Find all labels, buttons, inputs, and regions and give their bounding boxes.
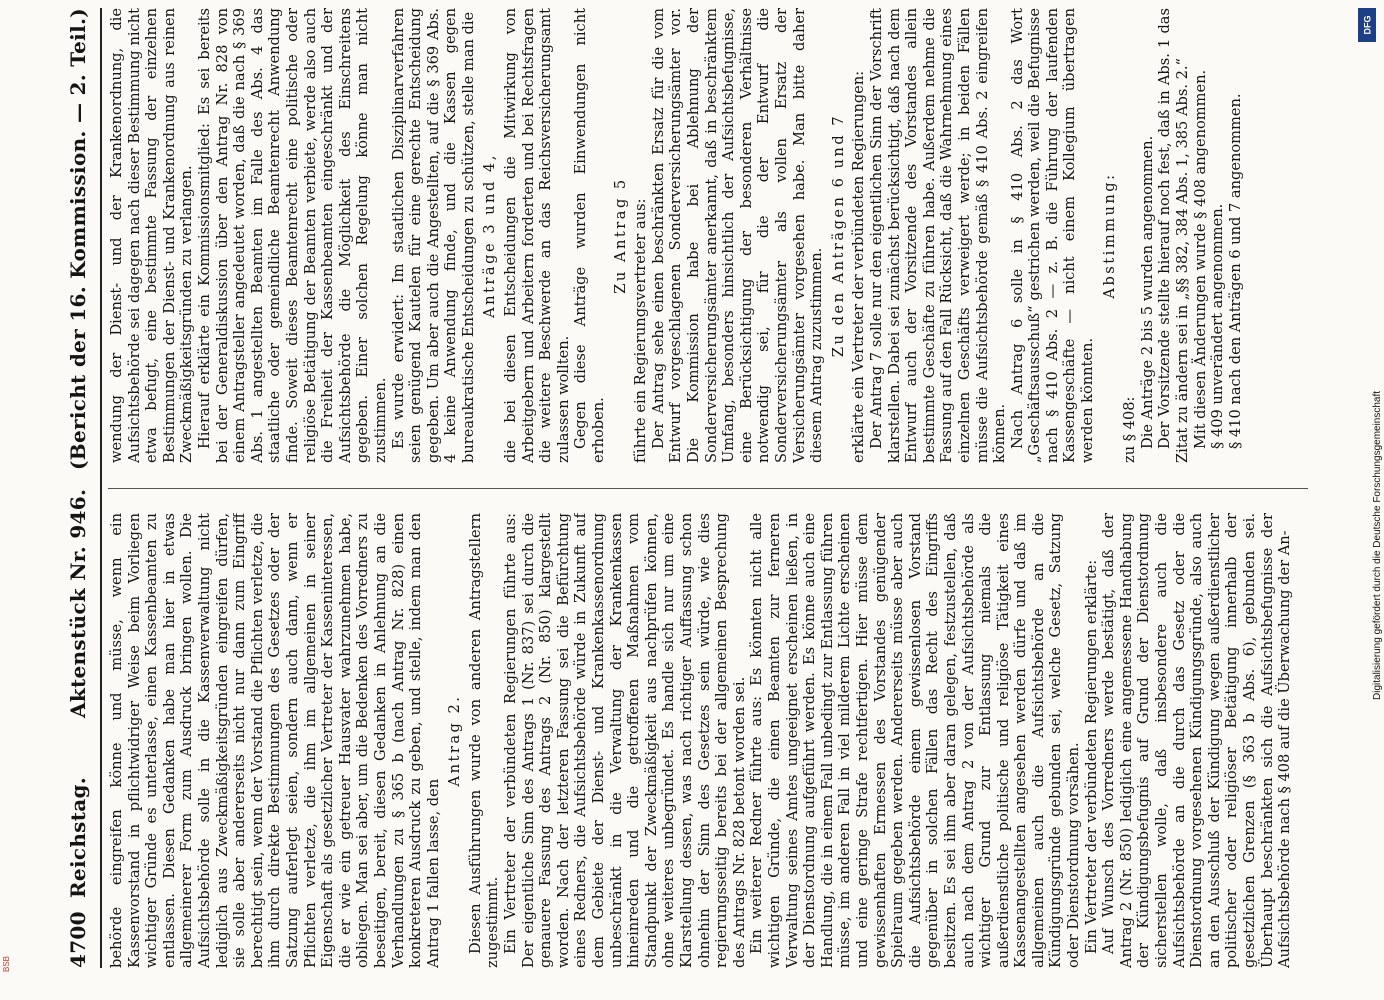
paragraph: Ein weiterer Redner führte aus: Es könnten nicht alle wichtigen Gründe, die einen Beamten zur ferneren Verwaltung seines Amtes ungeeignet erscheinen ließen, in der Dienstordnung aufgeführt werden. Es könne auch eine Handlung, die in einem Fall unbedingt zur Entlassung führen müsse, im anderen Fall in viel milderem Lichte erscheinen und eine geringe Strafe rechtfertigen. Hier müsse dem gewissenhaften Ermessen des Vorstandes genügender Spielraum gegeben werden. Andererseits müsse aber auch die Aufsichtsbehörde einem gewissenlosen Vorstand gegenüber in solchen Fällen das Recht des Eingriffs besitzen. Es sei ihm aber daran gelegen, festzustellen, daß auch nach dem Antrag 2 von der Aufsichtsbehörde als wichtiger Grund zur Entlassung niemals die außerdienstliche politische und religiöse Tätigkeit eines Kassenangestellten angesehen werden dürfe und daß im allgemeinen auch die Aufsichtsbehörde an die Kündigungsgründe gebunden sei, welche Gesetz, Satzung oder Dienstordnung vorsähen.	[748, 513, 1083, 968]
paragraph: Der Antrag 7 solle nur den eigentlichen Sinn der Vorschrift klarstellen. Dabei sei zunächst berücksichtigt, daß nach dem Entwurf auch der Vorsitzende des Vorstandes allein bestimmte Geschäfte zu führen habe. Außerdem nehme die Fassung auf den Fall Rücksicht, daß die Wahrnehmung eines einzelnen Geschäfts verweigert werde; in beiden Fällen müsse die Aufsichtsbehörde gemäß § 410 Abs. 2 eingreifen können.	[867, 8, 1009, 463]
header-right: (Bericht der 16. Kommission. — 2. Teil.)	[66, 8, 90, 470]
header-left: Reichstag.	[66, 776, 90, 898]
paragraph: erklärte ein Vertreter der verbündeten Regierungen:	[850, 70, 868, 463]
paragraph: behörde eingreifen könne und müsse, wenn ein Kassenvorstand in pflichtwidriger Weise beim Vorliegen wichtiger Gründe es unterlasse, einen Kassenbeamten zu entlassen. Diesen Gedanken habe man hier in etwas allgemeinerer Form zum Ausdruck bringen wollen. Die Aufsichtsbehörde solle in die Kassenverwaltung nicht lediglich aus Zweckmäßigkeitsgründen eingreifen dürfen, sie solle aber andererseits nicht nur dann zum Eingriff berechtigt sein, wenn der Vorstand die Pflichten verletze, die ihm durch direkte Bestimmungen des Gesetzes oder der Satzung auferlegt seien, sondern auch dann, wenn er Pflichten verletze, die ihm im allgemeinen in seiner Eigenschaft als gesetzlicher Vertreter der Kasseninteressen, die er wie ein getreuer Hausvater wahrzunehmen habe, obliegen. Man sei aber, um die Bedenken des Vorredners zu beseitigen, bereit, diesen Gedanken in Anlehnung an die Verhandlungen zu § 365 b (nach Antrag Nr. 828) einen konkreteren Ausdruck zu geben, und stelle, indem man den Antrag 1 fallen lasse, den	[108, 513, 442, 968]
digitization-credit: Digitalisierung gefördert durch die Deutsche Forschungsgemeinschaft	[1372, 390, 1383, 700]
page-number: 4700	[66, 911, 90, 968]
paragraph: Nach Antrag 6 solle in § 410 Abs. 2 das Wort „Geschäftsausschuß“ gestrichen werden, weil die Befugnisse nach § 410 Abs. 2 — z. B. die Führung der laufenden Kassengeschäfte — nicht einem Kollegium übertragen werden könnten.	[1008, 8, 1097, 463]
paragraph: Ein Vertreter der verbündeten Regierungen führte aus: Der eigentliche Sinn des Antrags 1 (Nr. 837) sei durch die genauere Fassung des Antrags 2 (Nr. 850) klargestellt worden. Nach der letzteren Fassung sei die Befürchtung eines Redners, die Aufsichtsbehörde würde in Zukunft auf dem Gebiete der Dienst- und Krankenkassenordnung unbeschränkt in die Verwaltung der Krankenkassen hineinreden und die getroffenen Maßnahmen vom Standpunkt der Zweckmäßigkeit aus nachprüfen können, ohne weiteres unbegründet. Es handle sich nur um eine Klarstellung dessen, was nach richtiger Auffassung schon ohnehin der Sinn des Gesetzes sein würde, wie dies regierungsseitig bereits bei der allgemeinen Besprechung des Antrags Nr. 828 betont worden sei.	[502, 513, 748, 968]
paragraph: § 410 nach den Anträgen 6 und 7 angenommen.	[1226, 93, 1244, 449]
header-rule	[100, 8, 102, 968]
paragraph: § 409 unverändert angenommen.	[1209, 203, 1227, 449]
paragraph: Mit diesen Änderungen wurde § 408 angenommen.	[1191, 69, 1209, 449]
section-heading: Antrag 2.	[446, 694, 464, 787]
paragraph: Der Vorsitzende stellte hierauf noch fest, daß in Abs. 1 das Zitat zu ändern sei in „§§ 382, 384 Abs. 1, 385 Abs. 2.“	[1156, 8, 1192, 463]
paragraph: Hierauf erklärte ein Kommissionsmitglied: Es sei bereits bei der Generaldiskussion über den Antrag Nr. 828 von einem Antragsteller angedeutet worden, daß die nach § 369 Abs. 1 angestellten Beamten im Falle des Abs. 4 das staatliche oder gemeindliche Beamtenrecht Anwendung finde. Soweit dieses Beamtenrecht eine politische oder religiöse Betätigung der Beamten verbiete, werde also auch die Freiheit der Kassenbeamten eingeschränkt und der Aufsichtsbehörde die Möglichkeit des Einschreitens gegeben. Einer solchen Regelung könne man nicht zustimmen.	[195, 8, 389, 463]
paragraph: Ein Vertreter der verbündeten Regierungen erklärte:	[1082, 559, 1100, 954]
paragraph: die bei diesen Entscheidungen die Mitwirkung von Arbeitgebern und Arbeitern forderten und bei Rechtsfragen die weitere Beschwerde an das Reichsversicherungsamt zulassen wollten.	[502, 8, 572, 463]
section-heading: Zu den Anträgen 6 und 7	[829, 113, 847, 358]
header-title: Aktenstück Nr. 946.	[66, 488, 90, 718]
paragraph: zu § 408:	[1121, 396, 1139, 463]
paragraph: Auf Wunsch des Vorredners werde bestätigt, daß der Antrag 2 (Nr. 850) lediglich eine angemessene Handhabung der Kündigungsbefugnis auf Grund der Dienstordnung sicherstellen wolle, daß insbesondere auch die Aufsichtsbehörde an die durch das Gesetz oder die Dienstordnung vorgesehenen Kündigungsgründe, also auch an den Ausschluß der Kündigung wegen außerdienstlicher politischer oder religiöser Betätigung innerhalb der gesetzlichen Grenzen (§ 363 b Abs. 6), gebunden sei. Überhaupt beschränkten sich die Aufsichtsbefugnisse der Aufsichtsbehörde nach § 408 auf die Überwachung der An-	[1100, 513, 1294, 968]
rotated-document-page	[60, 8, 1328, 968]
paragraph: Der Antrag sehe einen beschränkten Ersatz für die vom Entwurf vorgeschlagenen Sonderversicherungsämter vor. Die Kommission habe bei Ablehnung der Sonderversicherungsämter anerkannt, daß in beschränktem Umfang, besonders hinsichtlich der Aufsichtsbefugnisse, eine Berücksichtigung der besonderen Verhältnisse notwendig sei, für die der Entwurf die Sonderversicherungsämter als vollen Ersatz der Versicherungsämter vorgesehen habe. Man bitte daher diesem Antrag zuzustimmen.	[649, 8, 826, 463]
paragraph: führte ein Regierungsvertreter aus:	[632, 198, 650, 463]
dfg-logo: DFG	[1358, 8, 1376, 42]
page-header	[60, 8, 96, 968]
section-heading: Abstimmung:	[1100, 172, 1118, 299]
section-heading: Anträge 3 und 4,	[481, 153, 499, 318]
paragraph: Gegen diese Anträge wurden Einwendungen nicht erhoben.	[572, 8, 608, 463]
paragraph: wendung der Dienst- und der Krankenordnung, die Aufsichtsbehörde sei dagegen nach dieser Bestimmung nicht etwa befugt, eine bestimmte Fassung der einzelnen Bestimmungen der Dienst- und Krankenordnung aus reinen Zweckmäßigkeitsgründen zu verlangen.	[108, 8, 196, 463]
library-mark: BSB	[2, 955, 11, 972]
paragraph: Diesen Ausführungen wurde von anderen Antragstellern zugestimmt.	[466, 513, 502, 968]
paragraph: Die Anträge 2 bis 5 wurden angenommen.	[1138, 135, 1156, 449]
section-heading: Zu Antrag 5	[611, 177, 629, 294]
right-text-column	[108, 8, 1328, 463]
column-divider	[108, 488, 1308, 489]
left-text-column	[108, 513, 1328, 968]
paragraph: Es wurde erwidert: Im staatlichen Disziplinarverfahren seien genügend Kautelen für eine gerechte Entscheidung gegeben. Um aber auch die Angestellten, auf die § 369 Abs. 4 keine Anwendung finde, und die Kassen gegen bureaukratische Entscheidungen zu schützen, stelle man die	[389, 8, 477, 463]
